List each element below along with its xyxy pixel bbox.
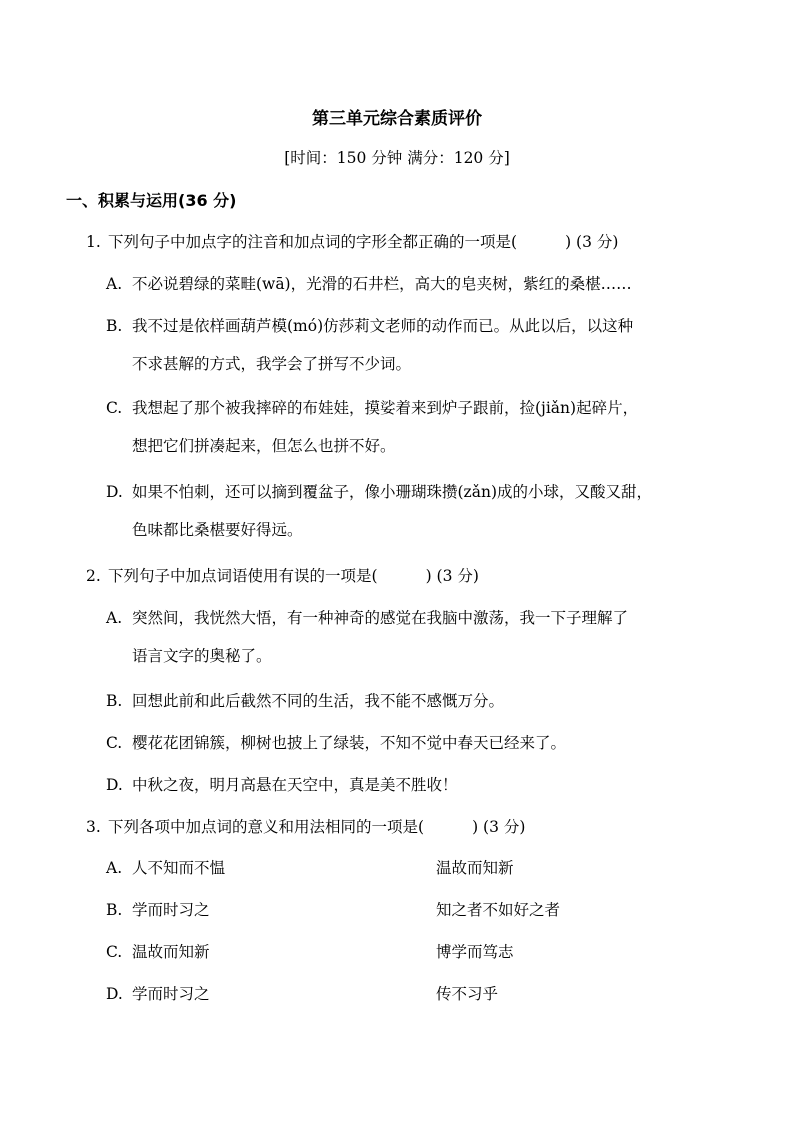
option-text-continued: 不求甚解的方式，我学会了拼写不少词。 <box>132 355 412 373</box>
option-text: 中秋之夜，明月高悬在天空中，真是美不胜收！ <box>132 776 458 794</box>
option-text: 回想此前和此后截然不同的生活，我不能不感慨万分。 <box>132 692 505 710</box>
option-left-text: 学而时习之 <box>132 901 210 919</box>
option-letter: D. <box>106 483 123 501</box>
option-left-text: 温故而知新 <box>132 943 210 961</box>
option-left-text: 人不知而不愠 <box>132 859 226 877</box>
option-text: 突然间，我恍然大悟，有一种神奇的感觉在我脑中激荡，我一下子理解了 <box>132 609 629 627</box>
question-1-option-d <box>106 480 652 540</box>
option-right-text: 博学而笃志 <box>436 943 514 961</box>
question-text: 下列句子中加点词语使用有误的一项是( <box>108 567 378 585</box>
option-left-text: 学而时习之 <box>132 985 210 1003</box>
option-text: 我不过是依样画葫芦模(mó)仿莎莉文老师的动作而已。从此以后，以这种 <box>132 317 634 335</box>
question-1-stem <box>86 230 618 252</box>
question-number: 1. <box>86 233 101 251</box>
option-letter: C. <box>106 734 123 752</box>
option-letter: A. <box>106 609 123 627</box>
option-text-continued: 语言文字的奥秘了。 <box>132 647 272 665</box>
question-2-option-a <box>106 606 628 666</box>
question-score: ) (3 分) <box>472 818 526 836</box>
question-1-option-a <box>106 272 632 294</box>
option-text-continued: 想把它们拼凑起来，但怎么也拼不好。 <box>132 437 396 455</box>
option-letter: B. <box>106 317 123 335</box>
question-number: 2. <box>86 567 101 585</box>
question-text: 下列各项中加点词的意义和用法相同的一项是( <box>108 818 425 836</box>
question-2-option-b <box>106 689 504 711</box>
question-number: 3. <box>86 818 101 836</box>
question-2-option-d <box>106 773 458 795</box>
question-score: ) (3 分) <box>565 233 619 251</box>
option-letter: D. <box>106 985 123 1003</box>
option-text: 如果不怕刺，还可以摘到覆盆子，像小珊瑚珠攒(zǎn)成的小球，又酸又甜， <box>132 483 652 501</box>
option-text-continued: 色味都比桑椹要好得远。 <box>132 521 303 539</box>
option-text: 我想起了那个被我摔碎的布娃娃，摸娑着来到炉子跟前，捡(jiǎn)起碎片， <box>132 399 639 417</box>
option-right-text: 传不习乎 <box>436 985 499 1003</box>
question-1-option-b <box>106 314 633 374</box>
page-title: 第三单元综合素质评价 <box>312 109 482 129</box>
option-letter: B. <box>106 692 123 710</box>
option-text: 不必说碧绿的菜畦(wā)，光滑的石井栏，高大的皂夹树，紫红的桑椹…… <box>132 275 632 293</box>
option-right-text: 知之者不如好之者 <box>436 901 561 919</box>
question-1-option-c <box>106 396 638 456</box>
option-letter: A. <box>106 275 123 293</box>
option-letter: B. <box>106 901 123 919</box>
option-letter: C. <box>106 399 123 417</box>
exam-info: [时间：150 分钟 满分：120 分] <box>284 149 510 167</box>
question-2-stem <box>86 564 479 586</box>
option-letter: D. <box>106 776 123 794</box>
question-2-option-c <box>106 731 566 753</box>
section-heading: 一、积累与运用(36 分) <box>66 191 237 210</box>
question-text: 下列句子中加点字的注音和加点词的字形全都正确的一项是( <box>108 233 518 251</box>
option-letter: C. <box>106 943 123 961</box>
question-3-stem <box>86 815 525 837</box>
option-letter: A. <box>106 859 123 877</box>
option-right-text: 温故而知新 <box>436 859 514 877</box>
option-text: 樱花花团锦簇，柳树也披上了绿装，不知不觉中春天已经来了。 <box>132 734 567 752</box>
question-score: ) (3 分) <box>425 567 479 585</box>
